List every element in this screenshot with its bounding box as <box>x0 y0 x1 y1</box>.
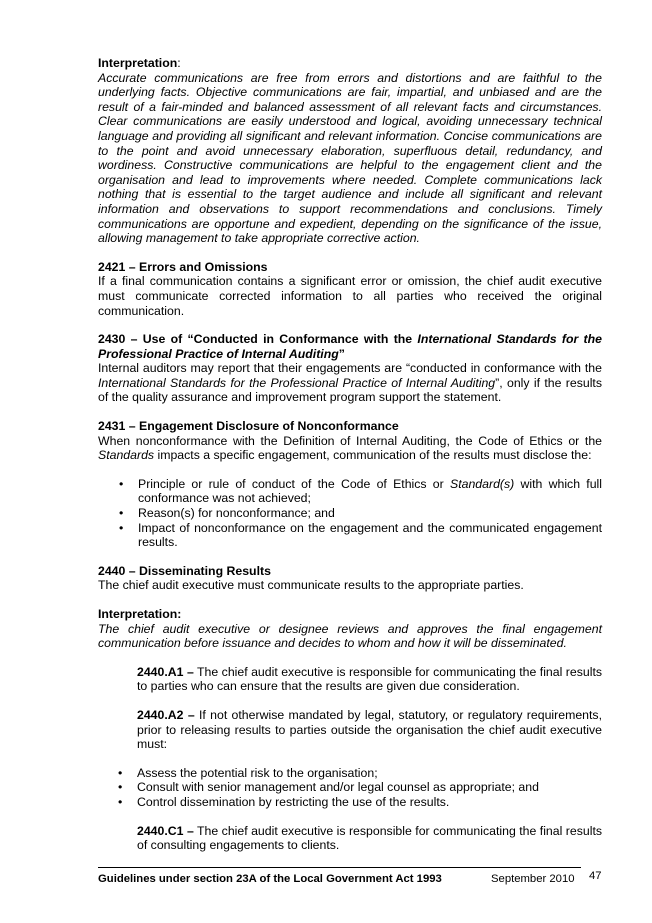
bullet-icon: • <box>119 520 124 535</box>
standard-2440-a2-label: 2440.A2 – <box>137 707 195 722</box>
a2-bullet-2: Consult with senior management and/or legal counsel as appropriate; and <box>137 780 539 795</box>
section-2431-text-a: When nonconformance with the Definition of Internal Auditing, the Code of Ethics or the <box>98 433 602 448</box>
bullet-icon: • <box>119 506 124 521</box>
a2-bullet-3: Control dissemination by restricting the use of the results. <box>137 794 450 809</box>
bullet-1-c: with which full conformance was not achieved; <box>138 476 602 506</box>
bullet-1-a: Principle or rule of conduct of the Code of Ethics or <box>138 476 450 491</box>
bullet-icon: • <box>119 476 124 491</box>
page-content <box>98 56 602 853</box>
footer-date: September 2010 <box>491 873 575 885</box>
bullet-icon: • <box>118 765 123 780</box>
interpretation-text: Accurate communications are free from errors and distortions and are faithful to the underlying facts. Objective communications are fair, impartial, and unbiased and are the result of a fair-minded and balanced assessment of all relevant facts and circumstances. Clear communications are easily understood and logical, avoiding unnecessary technical language and providing all significant and relevant information. Concise communications are to the point and avoid unnecessary elaboration, superfluous detail, redundancy, and wordiness. Constructive communications are helpful to the engagement client and the organisation and lead to improvements where needed. Complete communications lack nothing that is essential to the target audience and include all significant and relevant information and observations to support recommendations and conclusions. Timely communications are opportune and expedient, depending on the significance of the issue, allowing management to take appropriate corrective action. <box>98 70 602 246</box>
section-2440-interpretation-text: The chief audit executive or designee reviews and approves the final engagement communication before issuance and decides to whom and how it will be disseminated. <box>98 621 602 651</box>
section-2421-text: If a final communication contains a significant error or omission, the chief audit executive must communicate corrected information to all parties who received the original communication. <box>98 274 602 318</box>
section-2431-text-b: Standards <box>98 448 155 463</box>
interpretation-heading-colon: : <box>177 56 181 70</box>
list-item <box>98 795 602 810</box>
section-2430-heading-b: International Standards for the Professional Practice of Internal Auditing <box>98 332 603 361</box>
footer-divider <box>98 867 581 868</box>
standard-2440-c1 <box>137 824 602 853</box>
section-2421-heading: 2421 – Errors and Omissions <box>98 259 268 274</box>
standard-2440-a1 <box>137 665 602 694</box>
section-2431-bullets <box>98 477 602 550</box>
bullet-3: Impact of nonconformance on the engagement and the communicated engagement results. <box>138 520 602 550</box>
list-item <box>98 521 602 550</box>
section-2431-text-c: impacts a specific engagement, communication of the results must disclose the: <box>154 448 592 463</box>
section-2440-heading: 2440 – Disseminating Results <box>98 563 271 578</box>
section-2430-text-a: Internal auditors may report that their engagements are “conducted in conformance with the <box>98 361 602 376</box>
interpretation-heading-text: Interpretation <box>98 56 178 70</box>
list-item <box>98 780 602 795</box>
bullet-icon: • <box>118 780 123 795</box>
standard-2440-c1-text: The chief audit executive is responsible for communicating the final results of consulting engagements to clients. <box>137 823 603 853</box>
standard-2440-a1-text: The chief audit executive is responsible for communicating the final results to parties who can ensure that the results are given due consideration. <box>137 664 603 694</box>
section-2440-text: The chief audit executive must communicate results to the appropriate parties. <box>98 578 524 593</box>
section-2431-text <box>98 434 602 463</box>
standard-2440-a1-label: 2440.A1 – <box>137 664 194 679</box>
bullet-2: Reason(s) for nonconformance; and <box>138 506 335 521</box>
section-2430-text-c: ”, only if the results of the quality assurance and improvement program support the statement. <box>98 375 602 405</box>
footer-title: Guidelines under section 23A of the Local Government Act 1993 <box>98 873 442 885</box>
bullet-icon: • <box>118 794 123 809</box>
standard-2440-a2 <box>137 708 602 752</box>
bullet-1-b: Standard(s) <box>450 476 515 491</box>
list-item <box>98 766 602 781</box>
list-item <box>98 506 602 521</box>
page-number: 47 <box>589 870 602 882</box>
section-2430-text <box>98 361 602 405</box>
standard-2440-a2-text: If not otherwise mandated by legal, statutory, or regulatory requirements, prior to releasing results to parties outside the organisation the chief audit executive must: <box>137 707 602 752</box>
standard-2440-a2-bullets <box>98 766 602 810</box>
section-2440-interpretation-heading: Interpretation: <box>98 607 182 621</box>
standard-2440-c1-label: 2440.C1 – <box>137 823 194 838</box>
interpretation-heading <box>98 56 602 71</box>
list-item <box>98 477 602 506</box>
section-2431-heading: 2431 – Engagement Disclosure of Nonconformance <box>98 419 399 434</box>
section-2430-heading <box>98 332 602 361</box>
section-2430-heading-a: 2430 – Use of “Conducted in Conformance with the <box>98 332 418 347</box>
section-2430-heading-c: ” <box>338 346 345 361</box>
section-2430-text-b: International Standards for the Professional Practice of Internal Auditing <box>98 375 496 390</box>
a2-bullet-1: Assess the potential risk to the organisation; <box>137 765 378 780</box>
